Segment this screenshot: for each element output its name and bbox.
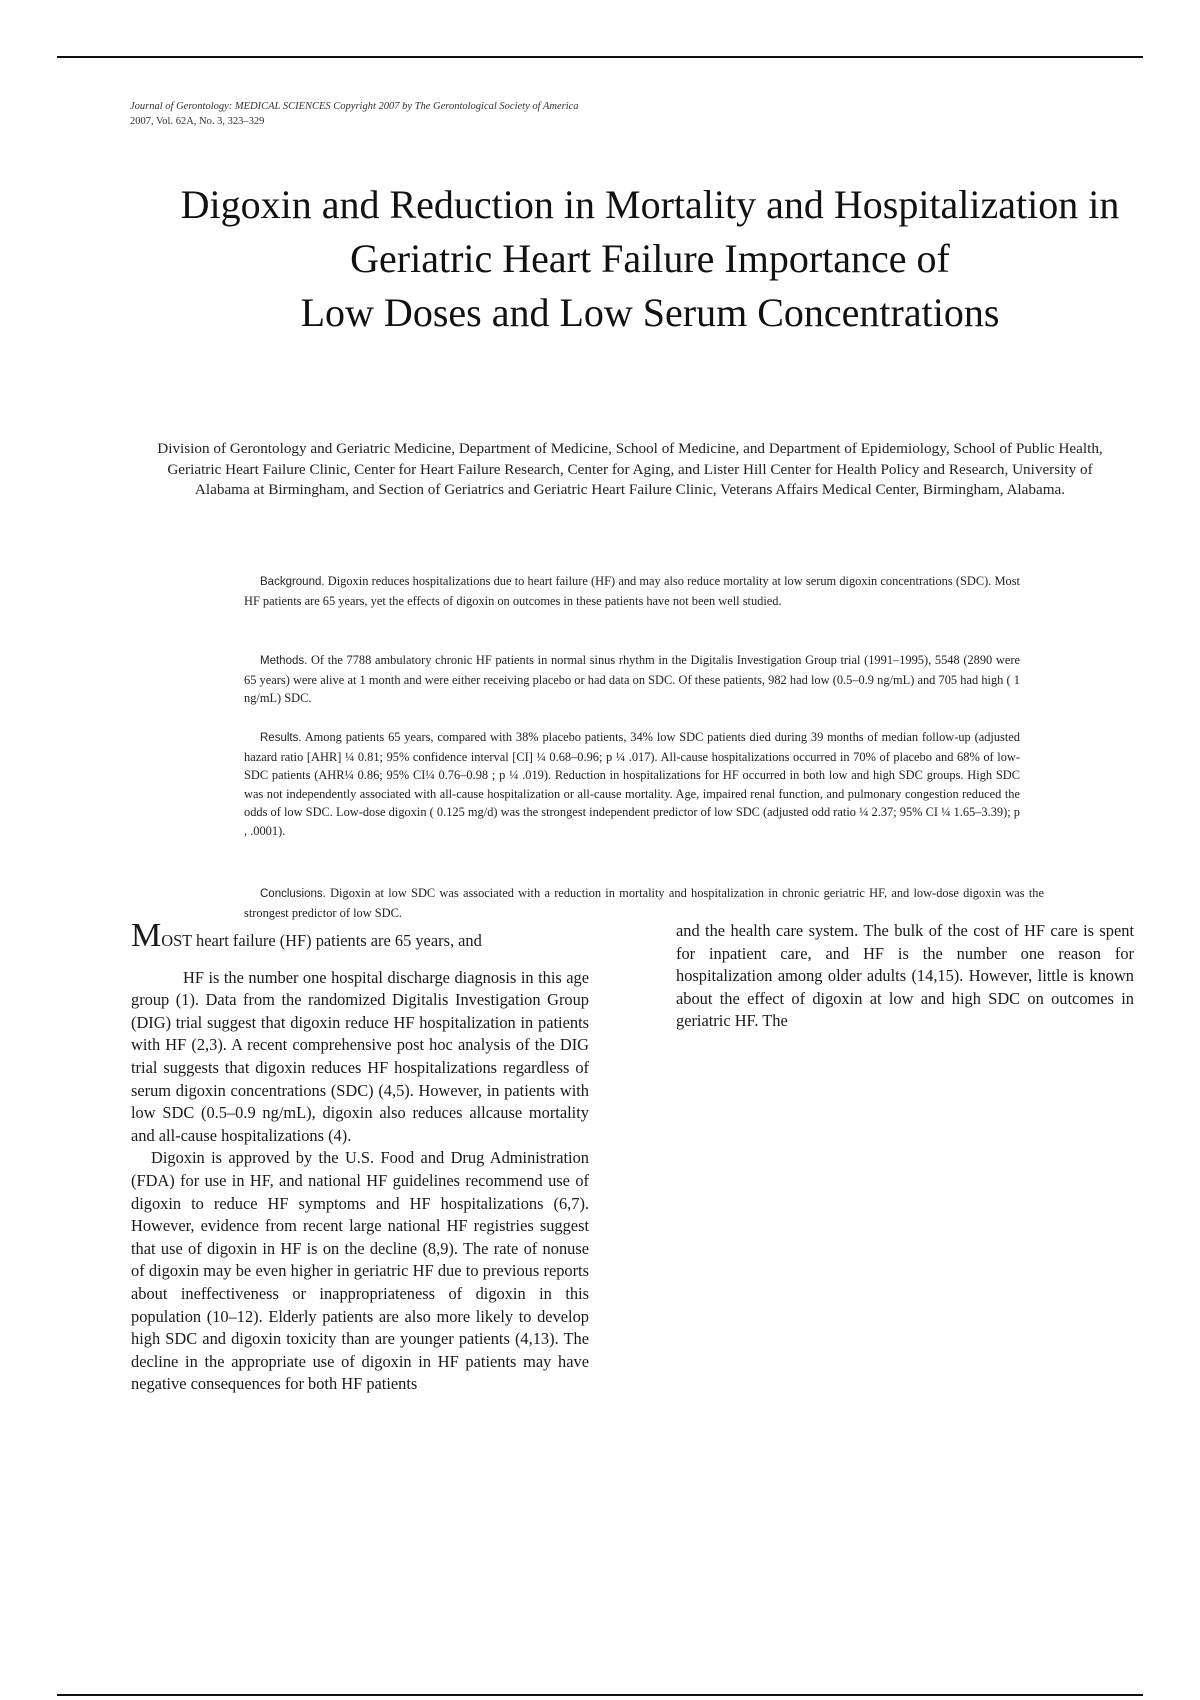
journal-citation: Journal of Gerontology: MEDICAL SCIENCES Copyright 2007 by The Gerontological Society of America <box>130 101 579 112</box>
author-affiliation: Division of Gerontology and Geriatric Medicine, Department of Medicine, School of Medicine, and Department of Epidemiology, School of Public Health, Geriatric Heart Failure Clinic, Center for Heart Failure Research, Center for Aging, and Lister Hill Center for Health Policy and Research, University of Alabama at Birmingham, and Section of Geriatrics and Geriatric Heart Failure Clinic, Veterans Affairs Medical Center, Birmingham, Alabama. <box>157 440 1103 498</box>
opening-text: heart failure (HF) patients are 65 years, and <box>191 931 482 950</box>
methods-heading: Methods. <box>260 655 308 667</box>
methods-text: Of the 7788 ambulatory chronic HF patients in normal sinus rhythm in the Digitalis Investigation Group trial (1991–1995), 5548 (2890 were 65 years) were alive at 1 month and were either receiving placebo or had data on SDC. Of these patients, 982 had low (0.5–0.9 ng/mL) and 705 had high ( 1 ng/mL) SDC. <box>244 653 1020 705</box>
abstract-methods <box>244 651 1020 708</box>
article-title <box>90 178 1200 340</box>
paragraph-2: Digoxin is approved by the U.S. Food and Drug Administration (FDA) for use in HF, and national HF guidelines recommend use of digoxin to reduce HF symptoms and HF hospitalizations (6,7). However, evidence from recent large national HF registries suggest that use of digoxin in HF is on the decline (8,9). The rate of nonuse of digoxin may be even higher in geriatric HF due to previous reports about ineffectiveness or inappropriateness of digoxin in this population (10–12). Elderly patients are also more likely to develop high SDC and digoxin toxicity than are younger patients (4,13). The decline in the appropriate use of digoxin in HF patients may have negative consequences for both HF patients <box>131 1148 589 1394</box>
title-line-3: Low Doses and Low Serum Concentrations <box>300 290 1000 335</box>
body-left-column <box>131 917 589 1396</box>
conclusions-heading: Conclusions. <box>260 888 326 900</box>
paragraph-1: HF is the number one hospital discharge diagnosis in this age group (1). Data from the randomized Digitalis Investigation Group (DIG) trial suggest that digoxin reduce HF hospitalization in patients with HF (2,3). A recent comprehensive post hoc analysis of the DIG trial suggests that digoxin reduces HF hospitalizations regardless of serum digoxin concentrations (SDC) (4,5). However, in patients with low SDC (0.5–0.9 ng/mL), digoxin also reduces allcause mortality and all-cause hospitalizations (4). <box>131 967 589 1145</box>
abstract-background <box>244 572 1020 610</box>
results-text: Among patients 65 years, compared with 38% placebo patients, 34% low SDC patients died during 39 months of median follow-up (adjusted hazard ratio [AHR] ¼ 0.81; 95% confidence interval [CI] ¼ 0.68–0.96; p ¼ .017). All-cause hospitalizations occurred in 70% of placebo and 68% of low-SDC patients (AHR¼ 0.86; 95% CI¼ 0.76–0.98 ; p ¼ .019). Reduction in hospitalizations for HF occurred in both low and high SDC groups. High SDC was not independently associated with all-cause hospitalization or all-cause mortality. Age, impaired renal function, and pulmonary congestion reduced the odds of low SDC. Low-dose digoxin ( 0.125 mg/d) was the strongest independent predictor of low SDC (adjusted odd ratio ¼ 2.37; 95% CI ¼ 1.65–3.39); p , .0001). <box>244 730 1020 838</box>
results-heading: Results. <box>260 732 302 744</box>
background-text: Digoxin reduces hospitalizations due to heart failure (HF) and may also reduce mortality at low serum digoxin concentrations (SDC). Most HF patients are 65 years, yet the effects of digoxin on outcomes in these patients have not been well studied. <box>244 574 1020 608</box>
title-line-1: Digoxin and Reduction in Mortality and Hospitalization in <box>180 182 1120 227</box>
abstract-results <box>244 728 1020 840</box>
body-right-column <box>676 920 1134 1033</box>
right-column-text: and the health care system. The bulk of the cost of HF care is spent for inpatient care, and HF is the number one reason for hospitalization among older adults (14,15). However, little is known about the effect of digoxin at low and high SDC on outcomes in geriatric HF. The <box>676 921 1134 1031</box>
conclusions-text: Digoxin at low SDC was associated with a reduction in mortality and hospitalization in chronic geriatric HF, and low-dose digoxin was the strongest predictor of low SDC. <box>244 886 1044 920</box>
drop-cap: M <box>131 917 162 954</box>
journal-volume: 2007, Vol. 62A, No. 3, 323–329 <box>130 116 265 127</box>
small-caps-lead: OST <box>161 931 192 950</box>
background-heading: Background. <box>260 576 325 588</box>
abstract-conclusions <box>244 884 1044 922</box>
bottom-rule <box>57 1694 1143 1696</box>
journal-header <box>130 99 579 129</box>
title-line-2: Geriatric Heart Failure Importance of <box>350 236 950 281</box>
top-rule <box>57 56 1143 58</box>
opening-line <box>131 917 589 954</box>
